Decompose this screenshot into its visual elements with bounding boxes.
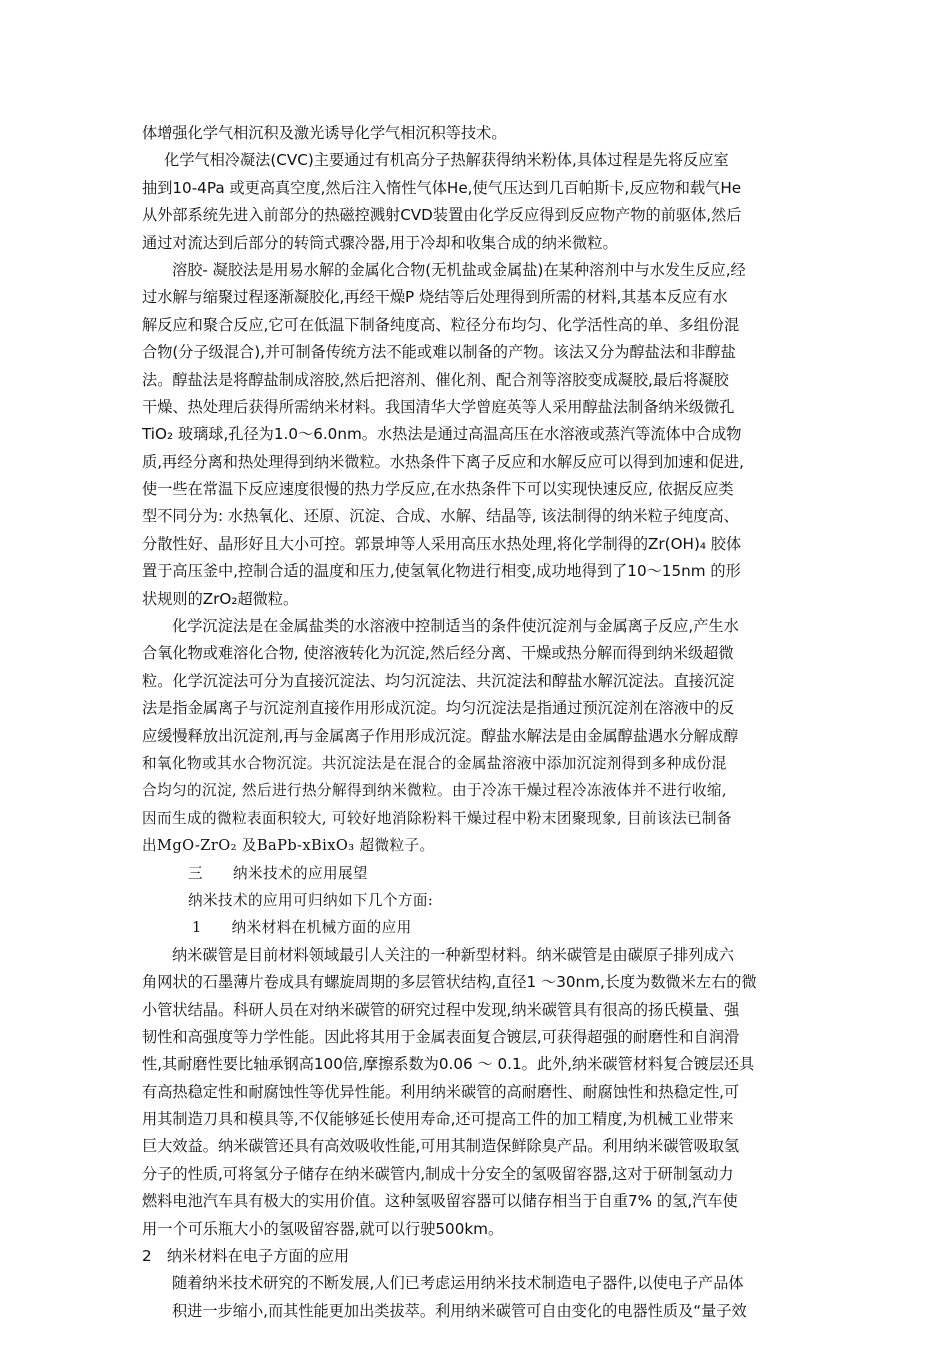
text-line-5: 通过对流达到后部分的转筒式骤冷器,用于冷却和收集合成的纳米微粒。	[142, 233, 618, 252]
section-heading: 三 纳米技术的应用展望	[188, 864, 368, 882]
text-line-35: 性,其耐磨性要比轴承钢高100倍,摩擦系数为0.06 ～ 0.1。此外,纳米碳管材料复合镀层还具	[142, 1055, 755, 1074]
text-line-15: 型不同分为: 水热氧化、还原、沉淀、合成、水解、结晶等, 该法制得的纳米粒子纯度高、	[142, 507, 739, 526]
text-line-26: 因而生成的微粒表面积较大, 可较好地消除粉料干燥过程中粉末团聚现象, 目前该法已制备	[142, 809, 732, 827]
text-line-42: 2 纳米材料在电子方面的应用	[142, 1247, 350, 1266]
text-line-19: 化学沉淀法是在金属盐类的水溶液中控制适当的条件使沉淀剂与金属离子反应,产生水	[172, 617, 739, 636]
text-line-29: 纳米技术的应用可归纳如下几个方面:	[188, 891, 434, 909]
subsection-heading-2: 随着纳米技术研究的不断发展,人们已考虑运用纳米技术制造电子器件,以使电子产品体	[172, 1274, 744, 1293]
text-line-4: 从外部系统先进入前部分的热磁控溅射CVD装置由化学反应得到反应物产物的前驱体,然后	[142, 206, 742, 225]
text-line-2: 化学气相冷凝法(CVC)主要通过有机高分子热解获得纳米粉体,具体过程是先将反应室	[164, 151, 729, 170]
text-line-3: 抽到10-4Pa 或更高真空度,然后注入惰性气体He,使气压达到几百帕斯卡,反应物和载气He	[142, 178, 742, 197]
text-line-31: 纳米碳管是目前材料领域最引人关注的一种新型材料。纳米碳管是由碳原子排列成六	[172, 945, 734, 964]
text-line-34: 韧性和高强度等力学性能。因此将其用于金属表面复合镀层,可获得超强的耐磨性和自润滑	[142, 1027, 740, 1046]
text-line-20: 合氧化物或难溶化合物, 使溶液转化为沉淀,然后经分离、干燥或热分解而得到纳米级超微	[142, 644, 734, 663]
text-line-36: 有高热稳定性和耐腐蚀性等优异性能。利用纳米碳管的高耐磨性、耐腐蚀性和热稳定性,可	[142, 1082, 740, 1101]
text-line-1: 体增强化学气相沉积及激光诱导化学气相沉积等技术。	[142, 124, 507, 142]
text-line-41: 用一个可乐瓶大小的氢吸留容器,就可以行驶500km。	[142, 1219, 504, 1238]
text-line-38: 巨大效益。纳米碳管还具有高效吸收性能,可用其制造保鲜除臭产品。利用纳米碳管吸取氢	[142, 1137, 740, 1156]
text-line-12: TiO₂ 玻璃球,孔径为1.0～6.0nm。水热法是通过高温高压在水溶液或蒸汽等流体中合成物	[142, 425, 742, 444]
text-line-23-main: 应缓慢释放出沉淀剂,再与金属离子作用形成沉淀。醇盐水解法是由金属醇盐遇水分	[142, 726, 694, 745]
text-line-11: 干燥、热处理后获得所需纳米材料。我国清华大学曾庭英等人采用醇盐法制备纳米级微孔	[142, 397, 735, 416]
text-line-33: 小管状结晶。科研人员在对纳米碳管的研究过程中发现,纳米碳管具有很高的扬氏模量、强	[142, 1000, 740, 1019]
subsection-heading-1: 1 纳米材料在机械方面的应用	[192, 919, 412, 937]
text-line-37: 用其制造刀具和模具等,不仅能够延长使用寿命,还可提高工件的加工精度,为机械工业带来	[142, 1110, 734, 1129]
text-line-23-tail: 解成醇	[693, 727, 739, 745]
text-line-32: 角网状的石墨薄片卷成具有螺旋周期的多层管状结构,直径1 ～30nm,长度为数微米左右的微	[142, 973, 757, 992]
text-line-8: 解反应和聚合反应,它可在低温下制备纯度高、粒径分布均匀、化学活性高的单、多组份混	[142, 315, 740, 334]
text-line-25: 合均匀的沉淀, 然后进行热分解得到纳米微粒。由于冷冻干燥过程冷冻液体并不进行收缩,	[142, 782, 727, 800]
text-line-27: 出MgO-ZrO₂ 及BaPb-xBixO₃ 超微粒子。	[142, 837, 435, 855]
text-line-22: 法是指金属离子与沉淀剂直接作用形成沉淀。均匀沉淀法是指通过预沉淀剂在溶液中的反	[142, 699, 735, 718]
text-line-17: 置于高压釜中,控制合适的温度和压力,使氢氧化物进行相变,成功地得到了10～15nm 的形	[142, 562, 741, 581]
text-line-44: 积进一步缩小,而其性能更加出类拔萃。利用纳米碳管可自由变化的电器性质及“量子效	[172, 1301, 747, 1320]
text-line-7: 过水解与缩聚过程逐渐凝胶化,再经干燥P 烧结等后处理得到所需的材料,其基本反应有水	[142, 288, 728, 307]
text-line-18: 状规则的ZrO₂超微粒。	[142, 589, 299, 608]
text-line-45	[142, 1325, 820, 1352]
text-line-9: 合物(分子级混合),并可制备传统方法不能或难以制备的产物。该法又分为醇盐法和非醇盐	[142, 343, 736, 362]
text-line-21: 粒。化学沉淀法可分为直接沉淀法、均匀沉淀法、共沉淀法和醇盐水解沉淀法。直接沉淀	[142, 671, 735, 690]
text-line-13: 质,再经分离和热处理得到纳米微粒。水热条件下离子反应和水解反应可以得到加速和促进,	[142, 452, 744, 471]
text-line-10: 法。醇盐法是将醇盐制成溶胶,然后把溶剂、催化剂、配合剂等溶胶变成凝胶,最后将凝胶	[142, 370, 729, 389]
text-line-39: 分子的性质,可将氢分子储存在纳米碳管内,制成十分安全的氢吸留容器,这对于研制氢动力	[142, 1164, 734, 1183]
text-line-14: 使一些在常温下反应速度很慢的热力学反应,在水热条件下可以实现快速反应, 依据反应类	[142, 480, 734, 499]
text-line-24: 和氧化物或其水合物沉淀。共沉淀法是在混合的金属盐溶液中添加沉淀剂得到多种成份混	[142, 754, 727, 772]
text-line-23	[142, 723, 820, 750]
text-line-40: 燃料电池汽车具有极大的实用价值。这种氢吸留容器可以储存相当于自重7% 的氢,汽车使	[142, 1192, 738, 1211]
document-page	[142, 120, 820, 1353]
text-line-6: 溶胶- 凝胶法是用易水解的金属化合物(无机盐或金属盐)在某种溶剂中与水发生反应,经	[172, 260, 746, 279]
text-line-16: 分散性好、晶形好且大小可控。郭景坤等人采用高压水热处理,将化学制得的Zr(OH)₄ 胶体	[142, 534, 742, 553]
